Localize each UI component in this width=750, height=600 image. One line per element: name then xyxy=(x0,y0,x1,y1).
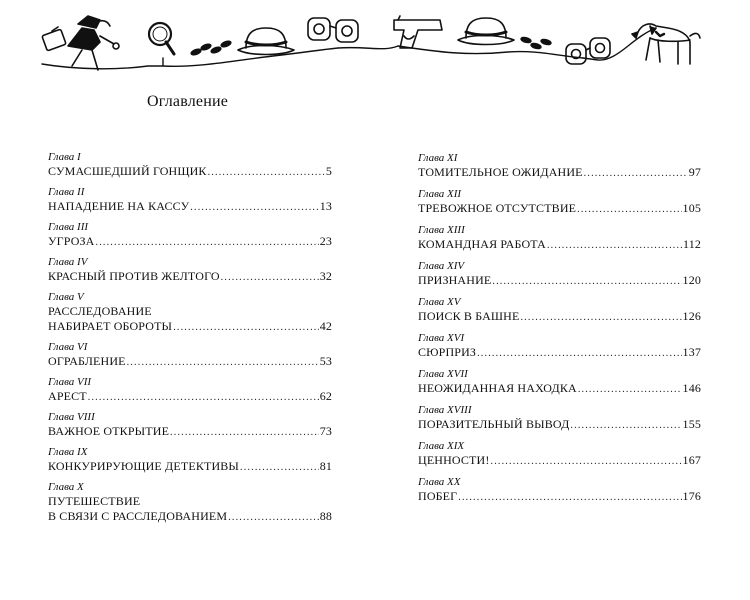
chapter-title: ВАЖНОЕ ОТКРЫТИЕ xyxy=(48,424,170,438)
toc-line xyxy=(48,354,332,369)
chapter-title: ПОИСК В БАШНЕ xyxy=(418,309,520,323)
page-number: 112 xyxy=(682,237,701,251)
toc-line xyxy=(48,164,332,179)
toc-line xyxy=(48,389,332,404)
toc-line xyxy=(48,199,332,214)
toc-line xyxy=(48,424,332,439)
chapter-number: Глава X xyxy=(48,481,84,493)
chapter-number: Глава IX xyxy=(48,446,88,458)
chapter-title-line xyxy=(48,494,332,509)
page-title: Оглавление xyxy=(147,93,229,110)
chapter-title: НАПАДЕНИЕ НА КАССУ xyxy=(48,199,190,213)
chapter-number: Глава VI xyxy=(48,341,88,353)
chapter-number: Глава XVIII xyxy=(418,404,472,416)
page-number: 53 xyxy=(319,354,332,368)
dot-leader xyxy=(127,356,319,370)
dot-leader xyxy=(208,166,325,180)
chapter-number: Глава XIX xyxy=(418,440,465,452)
toc-line xyxy=(48,509,332,524)
toc-column-left xyxy=(48,151,332,531)
toc-column-right xyxy=(418,152,701,512)
chapter-number: Глава XV xyxy=(418,296,461,308)
toc-entry xyxy=(418,188,701,216)
chapter-number: Глава XVI xyxy=(418,332,465,344)
toc-entry xyxy=(48,411,332,439)
page-number: 62 xyxy=(319,389,332,403)
dot-leader xyxy=(570,419,681,433)
chapter-number: Глава VIII xyxy=(48,411,95,423)
dot-leader xyxy=(88,391,319,405)
toc-line xyxy=(418,381,701,396)
chapter-title: АРЕСТ xyxy=(48,389,87,403)
chapter-number: Глава XVII xyxy=(418,368,468,380)
dot-leader xyxy=(221,271,319,285)
dot-leader xyxy=(577,203,681,217)
toc-entry xyxy=(418,368,701,396)
dot-leader xyxy=(240,461,319,475)
toc-entry xyxy=(48,341,332,369)
page-number: 146 xyxy=(682,381,701,395)
footprints-icon xyxy=(191,40,232,56)
dot-leader xyxy=(477,347,681,361)
toc-line xyxy=(418,165,701,180)
hat-icon xyxy=(238,28,294,55)
dot-leader xyxy=(520,311,681,325)
toc-entry xyxy=(418,296,701,324)
dot-leader xyxy=(578,383,682,397)
page-number: 88 xyxy=(319,509,332,523)
toc-entry xyxy=(48,151,332,179)
dot-leader xyxy=(190,201,318,215)
toc-entry xyxy=(48,446,332,474)
dot-leader xyxy=(173,321,319,335)
toc-entry xyxy=(418,260,701,288)
toc-entry xyxy=(418,440,701,468)
page-number: 73 xyxy=(319,424,332,438)
page-number: 120 xyxy=(682,273,701,287)
chapter-title: КРАСНЫЙ ПРОТИВ ЖЕЛТОГО xyxy=(48,269,220,283)
chapter-title: ПОБЕГ xyxy=(418,489,458,503)
toc-line xyxy=(418,237,701,252)
dot-leader xyxy=(547,239,682,253)
toc-entry xyxy=(418,224,701,252)
dot-leader xyxy=(491,455,682,469)
chapter-title: СЮРПРИЗ xyxy=(418,345,477,359)
toc-entry xyxy=(48,291,332,334)
chapter-number: Глава XX xyxy=(418,476,461,488)
dot-leader xyxy=(170,426,319,440)
toc-line xyxy=(48,319,332,334)
dog-icon xyxy=(632,24,700,64)
page-number: 32 xyxy=(319,269,332,283)
page-number: 13 xyxy=(319,199,332,213)
chapter-title: НАБИРАЕТ ОБОРОТЫ xyxy=(48,319,173,333)
toc-entry xyxy=(418,332,701,360)
detective-icon xyxy=(42,16,119,70)
chapter-number: Глава V xyxy=(48,291,84,303)
dot-leader xyxy=(228,511,319,525)
chapter-number: Глава IV xyxy=(48,256,88,268)
dot-leader xyxy=(96,236,319,250)
page-number: 23 xyxy=(319,234,332,248)
pistol-icon xyxy=(394,16,442,48)
hat-icon xyxy=(458,18,514,45)
toc-entry xyxy=(48,481,332,524)
chapter-title: ПУТЕШЕСТВИЕ xyxy=(48,494,141,508)
toc-line xyxy=(418,453,701,468)
toc-line xyxy=(418,345,701,360)
chapter-title: СУМАСШЕДШИЙ ГОНЩИК xyxy=(48,164,207,178)
chapter-title: НЕОЖИДАННАЯ НАХОДКА xyxy=(418,381,577,395)
chapter-title: ТРЕВОЖНОЕ ОТСУТСТВИЕ xyxy=(418,201,577,215)
magnifier-icon xyxy=(149,23,174,54)
chapter-number: Глава III xyxy=(48,221,89,233)
chapter-title: КОНКУРИРУЮЩИЕ ДЕТЕКТИВЫ xyxy=(48,459,240,473)
chapter-title: РАССЛЕДОВАНИЕ xyxy=(48,304,152,318)
chapter-title: ПРИЗНАНИЕ xyxy=(418,273,492,287)
page-number: 155 xyxy=(682,417,701,431)
chapter-title-line xyxy=(48,304,332,319)
toc-entry xyxy=(48,186,332,214)
toc-entry xyxy=(48,221,332,249)
toc-line xyxy=(418,489,701,504)
chapter-number: Глава VII xyxy=(48,376,92,388)
toc-entry xyxy=(418,476,701,504)
chapter-number: Глава II xyxy=(48,186,85,198)
chapter-number: Глава XIV xyxy=(418,260,465,272)
page-number: 81 xyxy=(319,459,332,473)
page-number: 105 xyxy=(682,201,701,215)
toc-line xyxy=(48,459,332,474)
toc-entry xyxy=(418,152,701,180)
toc-line xyxy=(48,269,332,284)
toc-line xyxy=(418,309,701,324)
chapter-title: КОМАНДНАЯ РАБОТА xyxy=(418,237,546,251)
toc-entry xyxy=(418,404,701,432)
toc-line xyxy=(418,201,701,216)
page-number: 176 xyxy=(682,489,701,503)
page-number: 5 xyxy=(325,164,332,178)
chapter-title: УГРОЗА xyxy=(48,234,95,248)
chapter-title: ПОРАЗИТЕЛЬНЫЙ ВЫВОД xyxy=(418,417,570,431)
binoculars-icon xyxy=(308,18,358,42)
dot-leader xyxy=(492,275,681,289)
toc-line xyxy=(48,234,332,249)
chapter-number: Глава XI xyxy=(418,152,458,164)
page-number: 126 xyxy=(682,309,701,323)
toc-entry xyxy=(48,376,332,404)
page-number: 97 xyxy=(688,165,701,179)
toc-line xyxy=(418,273,701,288)
footprints-icon xyxy=(521,37,552,50)
toc-line xyxy=(418,417,701,432)
chapter-number: Глава XII xyxy=(418,188,462,200)
page-number: 137 xyxy=(682,345,701,359)
chapter-title: ТОМИТЕЛЬНОЕ ОЖИДАНИЕ xyxy=(418,165,583,179)
dot-leader xyxy=(584,167,688,181)
chapter-title: ОГРАБЛЕНИЕ xyxy=(48,354,126,368)
header-illustration xyxy=(38,6,708,78)
chapter-title: ЦЕННОСТИ! xyxy=(418,453,490,467)
chapter-number: Глава I xyxy=(48,151,81,163)
page-number: 42 xyxy=(319,319,332,333)
toc-entry xyxy=(48,256,332,284)
page-number: 167 xyxy=(682,453,701,467)
chapter-title: В СВЯЗИ С РАССЛЕДОВАНИЕМ xyxy=(48,509,228,523)
dot-leader xyxy=(458,491,681,505)
chapter-number: Глава XIII xyxy=(418,224,465,236)
